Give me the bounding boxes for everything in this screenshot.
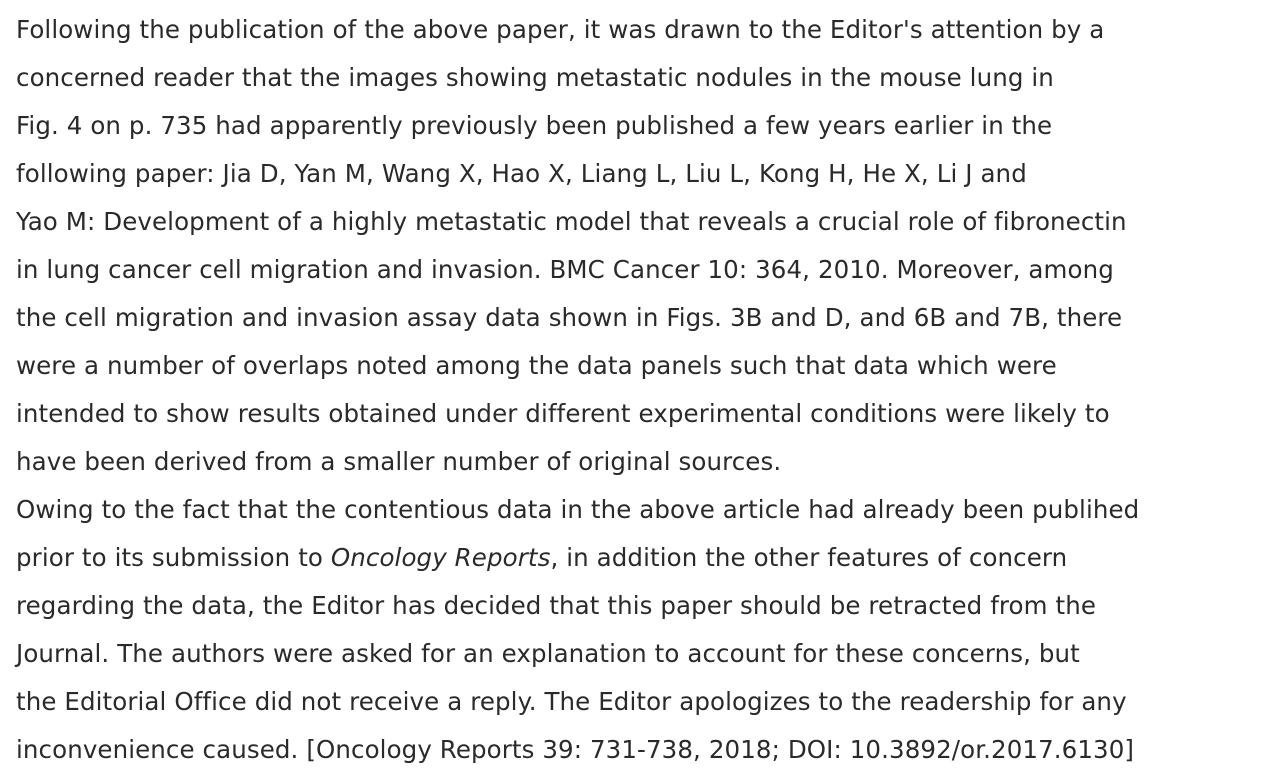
- text-line: have been derived from a smaller number of original sources.: [16, 447, 782, 476]
- text-line: were a number of overlaps noted among the data panels such that data which were: [16, 351, 1057, 380]
- journal-name: Oncology Reports: [330, 543, 551, 572]
- text-line: Yao M: Development of a highly metastatic model that reveals a crucial role of fibronectin: [16, 207, 1127, 236]
- text-line: intended to show results obtained under different experimental conditions were likely to: [16, 399, 1110, 428]
- text-line: the cell migration and invasion assay data shown in Figs. 3B and D, and 6B and 7B, there: [16, 303, 1123, 332]
- text-line: concerned reader that the images showing metastatic nodules in the mouse lung in: [16, 63, 1054, 92]
- text-line: the Editorial Office did not receive a reply. The Editor apologizes to the readership for any: [16, 687, 1127, 716]
- text-line: Following the publication of the above paper, it was drawn to the Editor's attention by a: [16, 15, 1105, 44]
- text-line: Journal. The authors were asked for an explanation to account for these concerns, but: [16, 639, 1080, 668]
- text-line: regarding the data, the Editor has decided that this paper should be retracted from the: [16, 591, 1096, 620]
- text-line: Owing to the fact that the contentious data in the above article had already been publihed: [16, 495, 1140, 524]
- text-segment: , in addition the other features of concern: [550, 543, 1068, 572]
- text-line: following paper: Jia D, Yan M, Wang X, Hao X, Liang L, Liu L, Kong H, He X, Li J and: [16, 159, 1027, 188]
- text-line: Fig. 4 on p. 735 had apparently previously been published a few years earlier in the: [16, 111, 1053, 140]
- citation-line: inconvenience caused. [Oncology Reports 39: 731-738, 2018; DOI: 10.3892/or.2017.6130]: [16, 735, 1135, 764]
- text-line: [16, 538, 1067, 578]
- text-line: in lung cancer cell migration and invasion. BMC Cancer 10: 364, 2010. Moreover, among: [16, 255, 1114, 284]
- text-segment: prior to its submission to: [16, 543, 331, 572]
